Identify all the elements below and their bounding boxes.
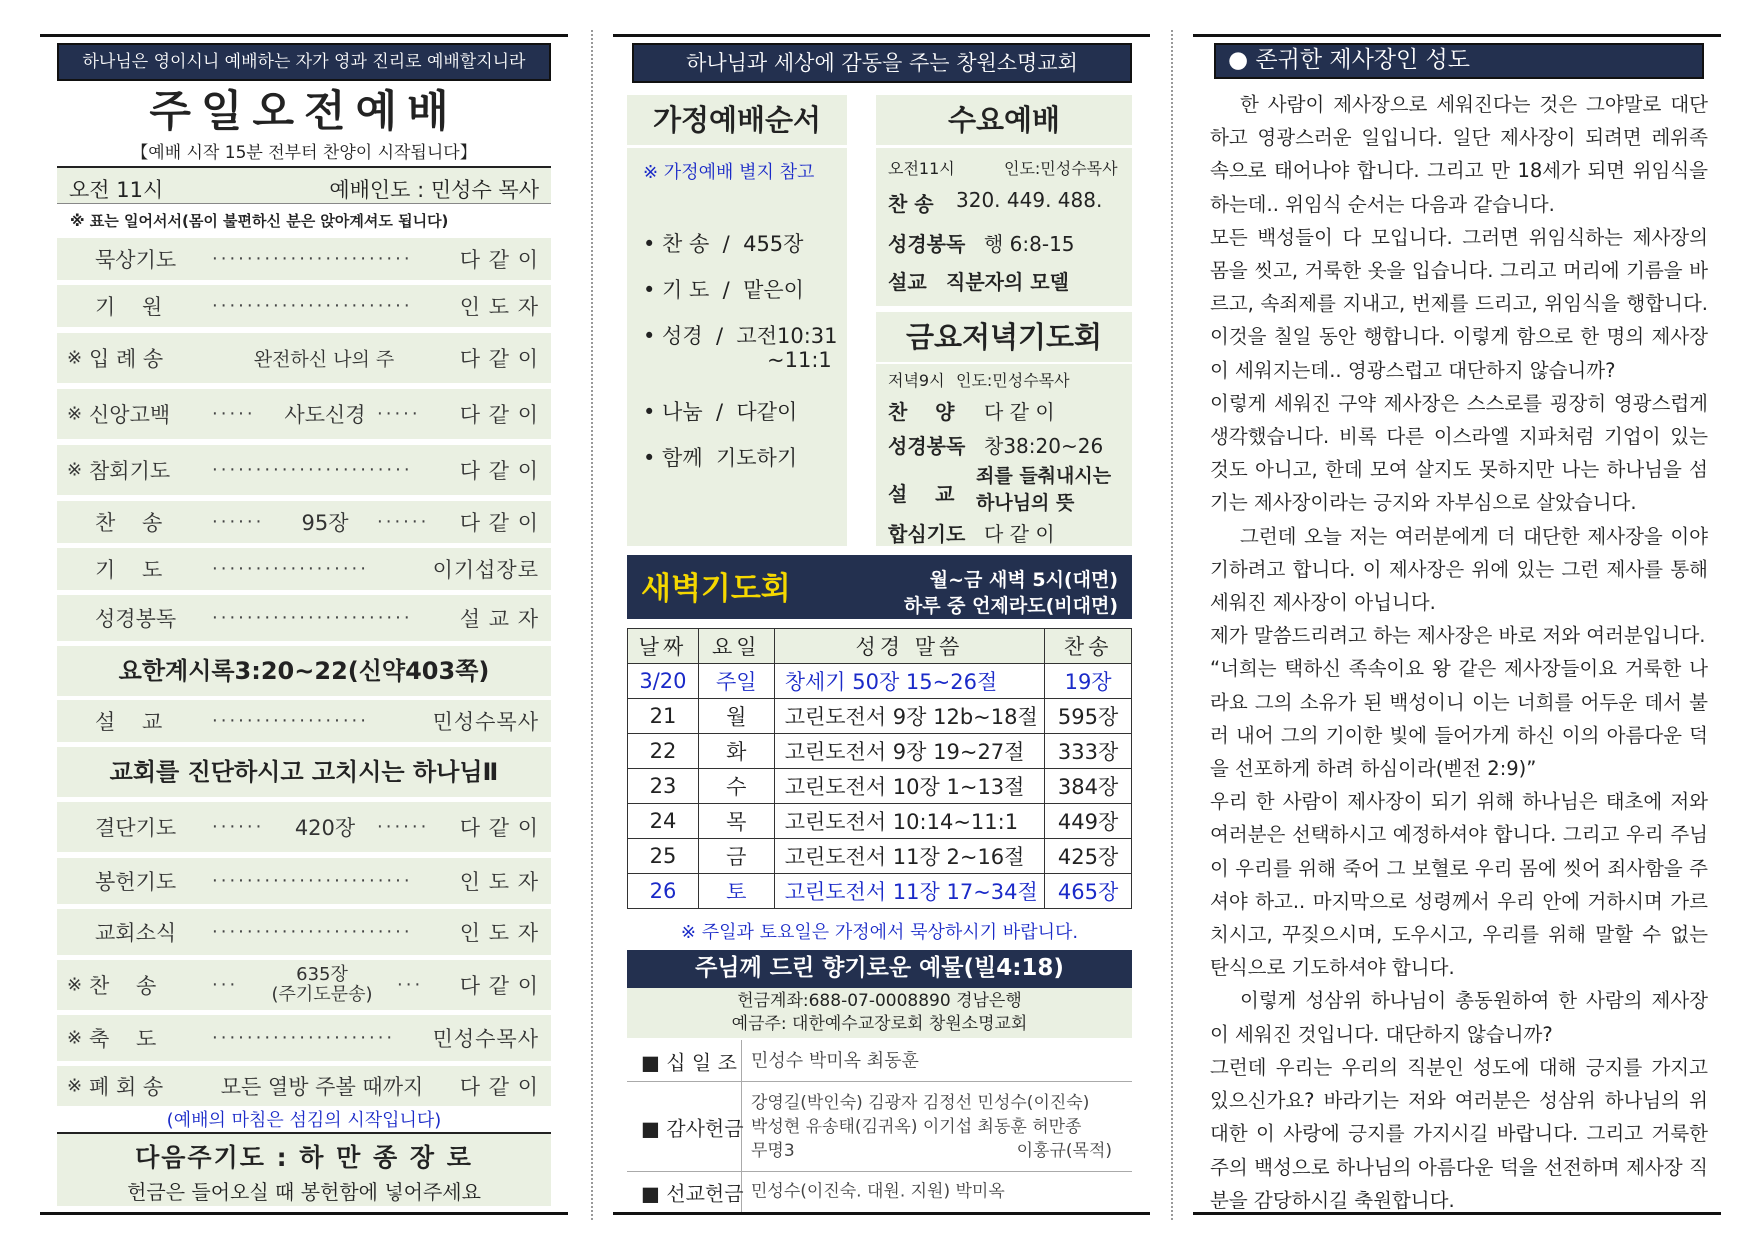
offering-row-thanks <box>627 1082 1132 1172</box>
dawn-prayer-title: 새벽기도회 <box>641 571 791 607</box>
order-item-name: 기 도 <box>95 558 163 582</box>
service-leader: 예배인도 : 민성수 목사 <box>329 178 539 202</box>
order-item-by: 인 도 자 <box>459 921 539 945</box>
tithe-names: 민성수 박미옥 최동훈 <box>751 1050 919 1071</box>
order-item-by: 민성수목사 <box>432 710 539 734</box>
offering-row-mission <box>627 1172 1132 1212</box>
home-worship-note: ※ 가정예배 별지 참고 <box>643 162 815 183</box>
cell-scripture: 고린도전서 11장 2~16절 <box>774 839 1044 874</box>
order-item-detail: 완전하신 나의 주 <box>253 348 395 371</box>
offering-title: 주님께 드린 향기로운 예물(빌4:18) <box>627 950 1132 988</box>
fri-sermon-line1: 죄를 들춰내시는 <box>976 465 1112 487</box>
next-week-box <box>57 1132 551 1206</box>
worship-start-note: 【예배 시작 15분 전부터 찬양이 시작됩니다】 <box>131 143 477 163</box>
order-item-by: 인 도 자 <box>459 295 539 319</box>
essay-paragraph: 이렇게 세워진 구약 제사장은 스스로를 굉장히 영광스럽게 생각했습니다. 비록 다른 이스라엘 지파처럼 기업이 있는 것도 아니고, 한데 모여 살지도 못하지만 나는 하나님을 섬기는 제사장이라는 긍지와 자부심으로 살았습니다. <box>1210 391 1708 515</box>
dot-leader: ······················· <box>212 870 413 892</box>
fri-sermon-label: 설 교 <box>888 482 955 506</box>
order-row <box>57 700 551 742</box>
dawn-prayer-time: 월~금 새벽 5시(대면) <box>929 569 1118 591</box>
page-title: 주일오전예배 <box>149 87 459 137</box>
order-row <box>57 501 551 543</box>
dot-leader: ··· <box>397 974 424 996</box>
order-item-name: 폐 회 송 <box>89 1075 164 1099</box>
bottom-rule <box>613 1212 1150 1215</box>
order-item-by: 다 같 이 <box>459 816 539 840</box>
wed-reading: 행 6:8-15 <box>984 232 1075 256</box>
order-item-name: 참회기도 <box>89 459 171 483</box>
dot-leader: ····· <box>377 403 421 425</box>
friday-prayer-box <box>876 364 1132 546</box>
service-time-row <box>57 166 551 204</box>
top-rule <box>613 34 1150 37</box>
order-item-name: 찬 송 <box>89 974 157 998</box>
stand-mark: ※ <box>67 1075 83 1097</box>
order-item-detail: 95장 <box>301 511 349 535</box>
essay-paragraph: 한 사람이 제사장으로 세워진다는 것은 그야말로 대단하고 영광스러운 일입니다. 일단 제사장이 되려면 레위족 속으로 태어나야 합니다. 그리고 만 18세가 되면 위임식을 하는데.. 위임식 순서는 다음과 같습니다. <box>1210 93 1708 216</box>
home-item: • 나눔 / 다같이 <box>643 400 798 424</box>
header-hymn: 찬송 <box>1045 629 1132 664</box>
fri-time: 저녁9시 <box>888 371 945 390</box>
essay-paragraph: 모든 백성들이 다 모입니다. 그러면 위임식하는 제사장의 몸을 씻고, 거룩한 옷을 입습니다. 그리고 머리에 기름을 바르고, 속죄제를 지내고, 번제를 드리고, 위임식을 행합니다. 이것을 칠일 동안 행합니다. 이렇게 함으로 한 명의 제사장이 세워지는데.. 영광스럽고 대단하지 않습니까? <box>1210 225 1708 382</box>
order-row <box>57 333 551 383</box>
dot-leader: ·················· <box>212 710 369 732</box>
home-item: • 기 도 / 맡은이 <box>643 278 804 302</box>
order-item-by: 설 교 자 <box>459 607 539 631</box>
wed-leader: 인도:민성수목사 <box>1004 159 1118 178</box>
fri-prayer: 다 같 이 <box>984 522 1055 546</box>
essay-paragraph: “너희는 택하신 족속이요 왕 같은 제사장들이요 거룩한 나라요 그의 소유가 된 백성이니 이는 너희를 어두운 데서 불러 내어 그의 기이한 빛에 들어가게 하신 이의 아름다운 덕을 선포하게 하려 하심이라(벧전 2:9)” <box>1210 657 1708 781</box>
essay-paragraph: 제가 말씀드리려고 하는 제사장은 바로 저와 여러분입니다. <box>1210 624 1706 648</box>
cell-scripture: 고린도전서 9장 12b~18절 <box>774 699 1044 734</box>
header-date: 날짜 <box>628 629 699 664</box>
order-row <box>57 445 551 495</box>
cell-hymn: 465장 <box>1045 874 1132 909</box>
offering-label-cell <box>627 1040 742 1081</box>
bottom-rule <box>40 1212 568 1215</box>
table-row <box>628 839 1132 874</box>
essay-paragraph: 이렇게 성삼위 하나님이 총동원하여 한 사람의 제사장이 세워진 것입니다. 대단하지 않습니까? <box>1210 989 1708 1046</box>
cell-day: 금 <box>698 839 774 874</box>
essay-paragraph: 그런데 오늘 저는 여러분에게 더 대단한 제사장을 이야기하려고 합니다. 이 제사장은 위에 있는 그런 제사를 통해 세워진 제사장이 아닙니다. <box>1210 524 1708 615</box>
cell-date: 24 <box>628 804 699 839</box>
thanks-names <box>751 1091 1124 1163</box>
order-item-name: 묵상기도 <box>95 248 177 272</box>
cell-date: 23 <box>628 769 699 804</box>
order-item-by: 다 같 이 <box>459 974 539 998</box>
table-row <box>628 804 1132 839</box>
thanks-line: 무명3 <box>751 1140 795 1161</box>
cell-hymn: 449장 <box>1045 804 1132 839</box>
dot-leader: ······················· <box>212 921 413 943</box>
table-row <box>628 699 1132 734</box>
home-item: • 찬 송 / 455장 <box>643 232 804 256</box>
wednesday-worship-box <box>876 148 1132 306</box>
dot-leader: ·················· <box>212 558 369 580</box>
cell-day: 목 <box>698 804 774 839</box>
order-row <box>57 285 551 327</box>
scripture-reference: 요한계시록3:20~22(신약403쪽) <box>57 646 551 696</box>
church-banner: 하나님과 세상에 감동을 주는 창원소명교회 <box>632 43 1132 83</box>
order-row <box>57 802 551 852</box>
home-item: ~11:1 <box>767 348 832 372</box>
dawn-prayer-online: 하루 중 언제라도(비대면) <box>903 595 1118 617</box>
order-row <box>57 960 551 1010</box>
cell-day: 주일 <box>698 664 774 699</box>
order-item-name: 봉헌기도 <box>95 870 177 894</box>
standing-note: ※ 표는 일어서서(몸이 불편하신 분은 앉아계셔도 됩니다) <box>70 212 449 230</box>
cell-date: 25 <box>628 839 699 874</box>
order-item-by: 인 도 자 <box>459 870 539 894</box>
mission-names: 민성수(이진숙. 대원. 지원) 박미옥 <box>751 1181 1005 1202</box>
offering-label-cell <box>627 1172 742 1212</box>
table-row <box>628 769 1132 804</box>
offering-label-cell <box>627 1082 742 1171</box>
offering-account-box <box>627 988 1132 1038</box>
mission-label: ■ 선교헌금 <box>641 1181 744 1206</box>
dawn-note: ※ 주일과 토요일은 가정에서 묵상하시기 바랍니다. <box>680 922 1079 943</box>
bank-account: 헌금계좌:688-07-0008890 경남은행 <box>737 991 1022 1011</box>
order-item-by: 민성수목사 <box>432 1027 539 1051</box>
thanks-line-wrap <box>751 1139 1124 1163</box>
order-item-name: 축 도 <box>89 1027 157 1051</box>
order-row <box>57 548 551 590</box>
wed-hymn-label: 찬 송 <box>888 192 934 216</box>
table-header-row <box>628 629 1132 664</box>
home-item: • 성경 / 고전10:31 <box>643 324 838 348</box>
order-item-name: 기 원 <box>95 295 163 319</box>
thanks-line: 강영길(박인숙) 김광자 김정선 민성수(이진숙) <box>751 1092 1090 1113</box>
cell-scripture: 고린도전서 10장 1~13절 <box>774 769 1044 804</box>
home-worship-title: 가정예배순서 <box>627 95 847 145</box>
next-prayer: 다음주기도 : 하 만 종 장 로 <box>135 1143 473 1172</box>
table-row <box>628 874 1132 909</box>
order-item-name: 성경봉독 <box>95 607 177 631</box>
order-item-by: 다 같 이 <box>459 248 539 272</box>
cell-scripture: 고린도전서 10:14~11:1 <box>774 804 1044 839</box>
cell-date: 3/20 <box>628 664 699 699</box>
essay-body <box>1210 88 1708 1217</box>
stand-mark: ※ <box>67 1027 83 1049</box>
thanks-label: ■ 감사헌금 <box>641 1116 744 1140</box>
fri-praise: 다 같 이 <box>984 400 1055 424</box>
cell-date: 21 <box>628 699 699 734</box>
fri-praise-label: 찬 양 <box>888 400 955 424</box>
weekly-schedule-column <box>613 0 1150 1240</box>
sunday-service-column <box>40 0 568 1240</box>
dot-leader: ····················· <box>212 1027 396 1049</box>
home-item: • 함께 기도하기 <box>643 446 798 470</box>
order-item-by: 다 같 이 <box>459 459 539 483</box>
dot-leader: ······················· <box>212 248 413 270</box>
fri-reading-label: 성경봉독 <box>888 434 966 458</box>
offering-note: 헌금은 들어오실 때 봉헌함에 넣어주세요 <box>127 1180 481 1204</box>
cell-scripture: 고린도전서 9장 19~27절 <box>774 734 1044 769</box>
order-row <box>57 1015 551 1061</box>
cell-scripture: 고린도전서 11장 17~34절 <box>774 874 1044 909</box>
fri-sermon-line2: 하나님의 뜻 <box>976 492 1075 514</box>
table-row <box>628 664 1132 699</box>
fri-leader: 인도:민성수목사 <box>956 371 1070 390</box>
cell-hymn: 333장 <box>1045 734 1132 769</box>
fri-prayer-label: 합심기도 <box>888 522 966 546</box>
dot-leader: ······················· <box>212 607 413 629</box>
order-item-name: 찬 송 <box>95 511 163 535</box>
wed-time: 오전11시 <box>888 159 955 178</box>
cell-date: 22 <box>628 734 699 769</box>
friday-prayer-title: 금요저녁기도회 <box>876 312 1132 362</box>
order-item-detail: 420장 <box>294 816 356 840</box>
stand-mark: ※ <box>67 974 83 996</box>
order-row <box>57 858 551 904</box>
column-separator-1 <box>591 30 593 1220</box>
wed-sermon-label: 설교 <box>888 270 927 294</box>
header-day: 요일 <box>698 629 774 664</box>
bottom-rule <box>1193 1212 1721 1215</box>
order-item-name: 설 교 <box>95 710 163 734</box>
dot-leader: ······ <box>377 511 430 533</box>
dawn-reading-table <box>627 628 1132 909</box>
sermon-title: 교회를 진단하시고 고치시는 하나님Ⅱ <box>57 747 551 797</box>
dot-leader: ······················· <box>212 295 413 317</box>
dot-leader: ······ <box>377 816 430 838</box>
cell-hymn: 425장 <box>1045 839 1132 874</box>
closing-note: (예배의 마침은 섬김의 시작입니다) <box>166 1110 442 1131</box>
order-row <box>57 909 551 955</box>
wed-sermon: 직분자의 모델 <box>946 270 1069 294</box>
top-rule <box>40 34 568 37</box>
top-rule <box>1193 34 1721 37</box>
table-row <box>628 734 1132 769</box>
fri-reading: 창38:20~26 <box>984 434 1104 458</box>
hymn-number: 635장 (주기도문송) <box>271 964 373 1005</box>
stand-mark: ※ <box>67 459 83 481</box>
order-item-by: 다 같 이 <box>459 1075 539 1099</box>
essay-heading: ● 존귀한 제사장인 성도 <box>1214 43 1704 79</box>
column-essay <box>1193 0 1721 1240</box>
dot-leader: ······················· <box>212 459 413 481</box>
thanks-line: 박성현 유송태(김귀옥) 이기섭 최동훈 허만종 <box>751 1116 1082 1137</box>
order-row <box>57 389 551 439</box>
cell-day: 수 <box>698 769 774 804</box>
tithe-label: ■ 십 일 조 <box>641 1050 737 1074</box>
wed-hymn: 320. 449. 488. <box>956 188 1103 212</box>
cell-hymn: 595장 <box>1045 699 1132 734</box>
order-item-by: 다 같 이 <box>459 511 539 535</box>
dot-leader: ··· <box>212 974 239 996</box>
account-holder: 예금주: 대한예수교장로회 창원소명교회 <box>731 1014 1028 1034</box>
dawn-prayer-header <box>627 555 1132 619</box>
order-item-name: 결단기도 <box>95 816 177 840</box>
dot-leader: ······ <box>212 511 265 533</box>
thanks-line: 이홍규(목적) <box>1016 1140 1112 1161</box>
wednesday-worship-title: 수요예배 <box>876 95 1132 145</box>
order-row <box>57 238 551 280</box>
order-item-by: 이기섭장로 <box>432 558 539 582</box>
service-time: 오전 11시 <box>69 178 164 202</box>
order-item-detail: 모든 열방 주볼 때까지 <box>220 1075 424 1099</box>
order-row <box>57 1066 551 1106</box>
cell-hymn: 384장 <box>1045 769 1132 804</box>
order-row <box>57 595 551 641</box>
wed-reading-label: 성경봉독 <box>888 232 966 256</box>
header-scripture: 성경 말씀 <box>774 629 1044 664</box>
cell-day: 토 <box>698 874 774 909</box>
stand-mark: ※ <box>67 347 83 369</box>
essay-paragraph: 우리 한 사람이 제사장이 되기 위해 하나님은 태초에 저와 여러분은 선택하시고 예정하셔야 합니다. 그리고 우리 주님이 우리를 위해 죽어 그 보혈로 우리 몸에 씻어 죄사함을 주셔야 하고.. 마지막으로 성령께서 우리 안에 거하시며 가르치시고, 꾸짖으시며, 도우시고, 우리를 위해 말할 수 없는 탄식으로 기도하셔야 합니다. <box>1210 790 1708 980</box>
offering-row-tithe <box>627 1040 1132 1082</box>
order-item-name: 신앙고백 <box>89 403 171 427</box>
cell-date: 26 <box>628 874 699 909</box>
dot-leader: ····· <box>212 403 256 425</box>
order-item-name: 교회소식 <box>95 921 177 945</box>
home-worship-box <box>627 148 847 546</box>
order-item-by: 다 같 이 <box>459 347 539 371</box>
order-item-detail: 사도신경 <box>284 403 366 427</box>
cell-scripture: 창세기 50장 15~26절 <box>774 664 1044 699</box>
order-item-by: 다 같 이 <box>459 403 539 427</box>
stand-mark: ※ <box>67 403 83 425</box>
order-item-name: 입 례 송 <box>89 347 164 371</box>
dot-leader: ······ <box>212 816 265 838</box>
column-separator-2 <box>1171 30 1173 1220</box>
scripture-banner: 하나님은 영이시니 예배하는 자가 영과 진리로 예배할지니라 <box>57 43 551 81</box>
cell-day: 화 <box>698 734 774 769</box>
cell-day: 월 <box>698 699 774 734</box>
essay-paragraph: 그런데 우리는 우리의 직분인 성도에 대해 긍지를 가지고 있으신가요? 바라기는 저와 여러분은 성삼위 하나님의 위대한 이 사랑에 긍지를 가지시길 바랍니다. 그리고 거룩한 주의 백성으로 하나님의 아름다운 덕을 선전하며 제사장 직분을 감당하시길 축원합니다. <box>1210 1055 1708 1212</box>
cell-hymn: 19장 <box>1045 664 1132 699</box>
